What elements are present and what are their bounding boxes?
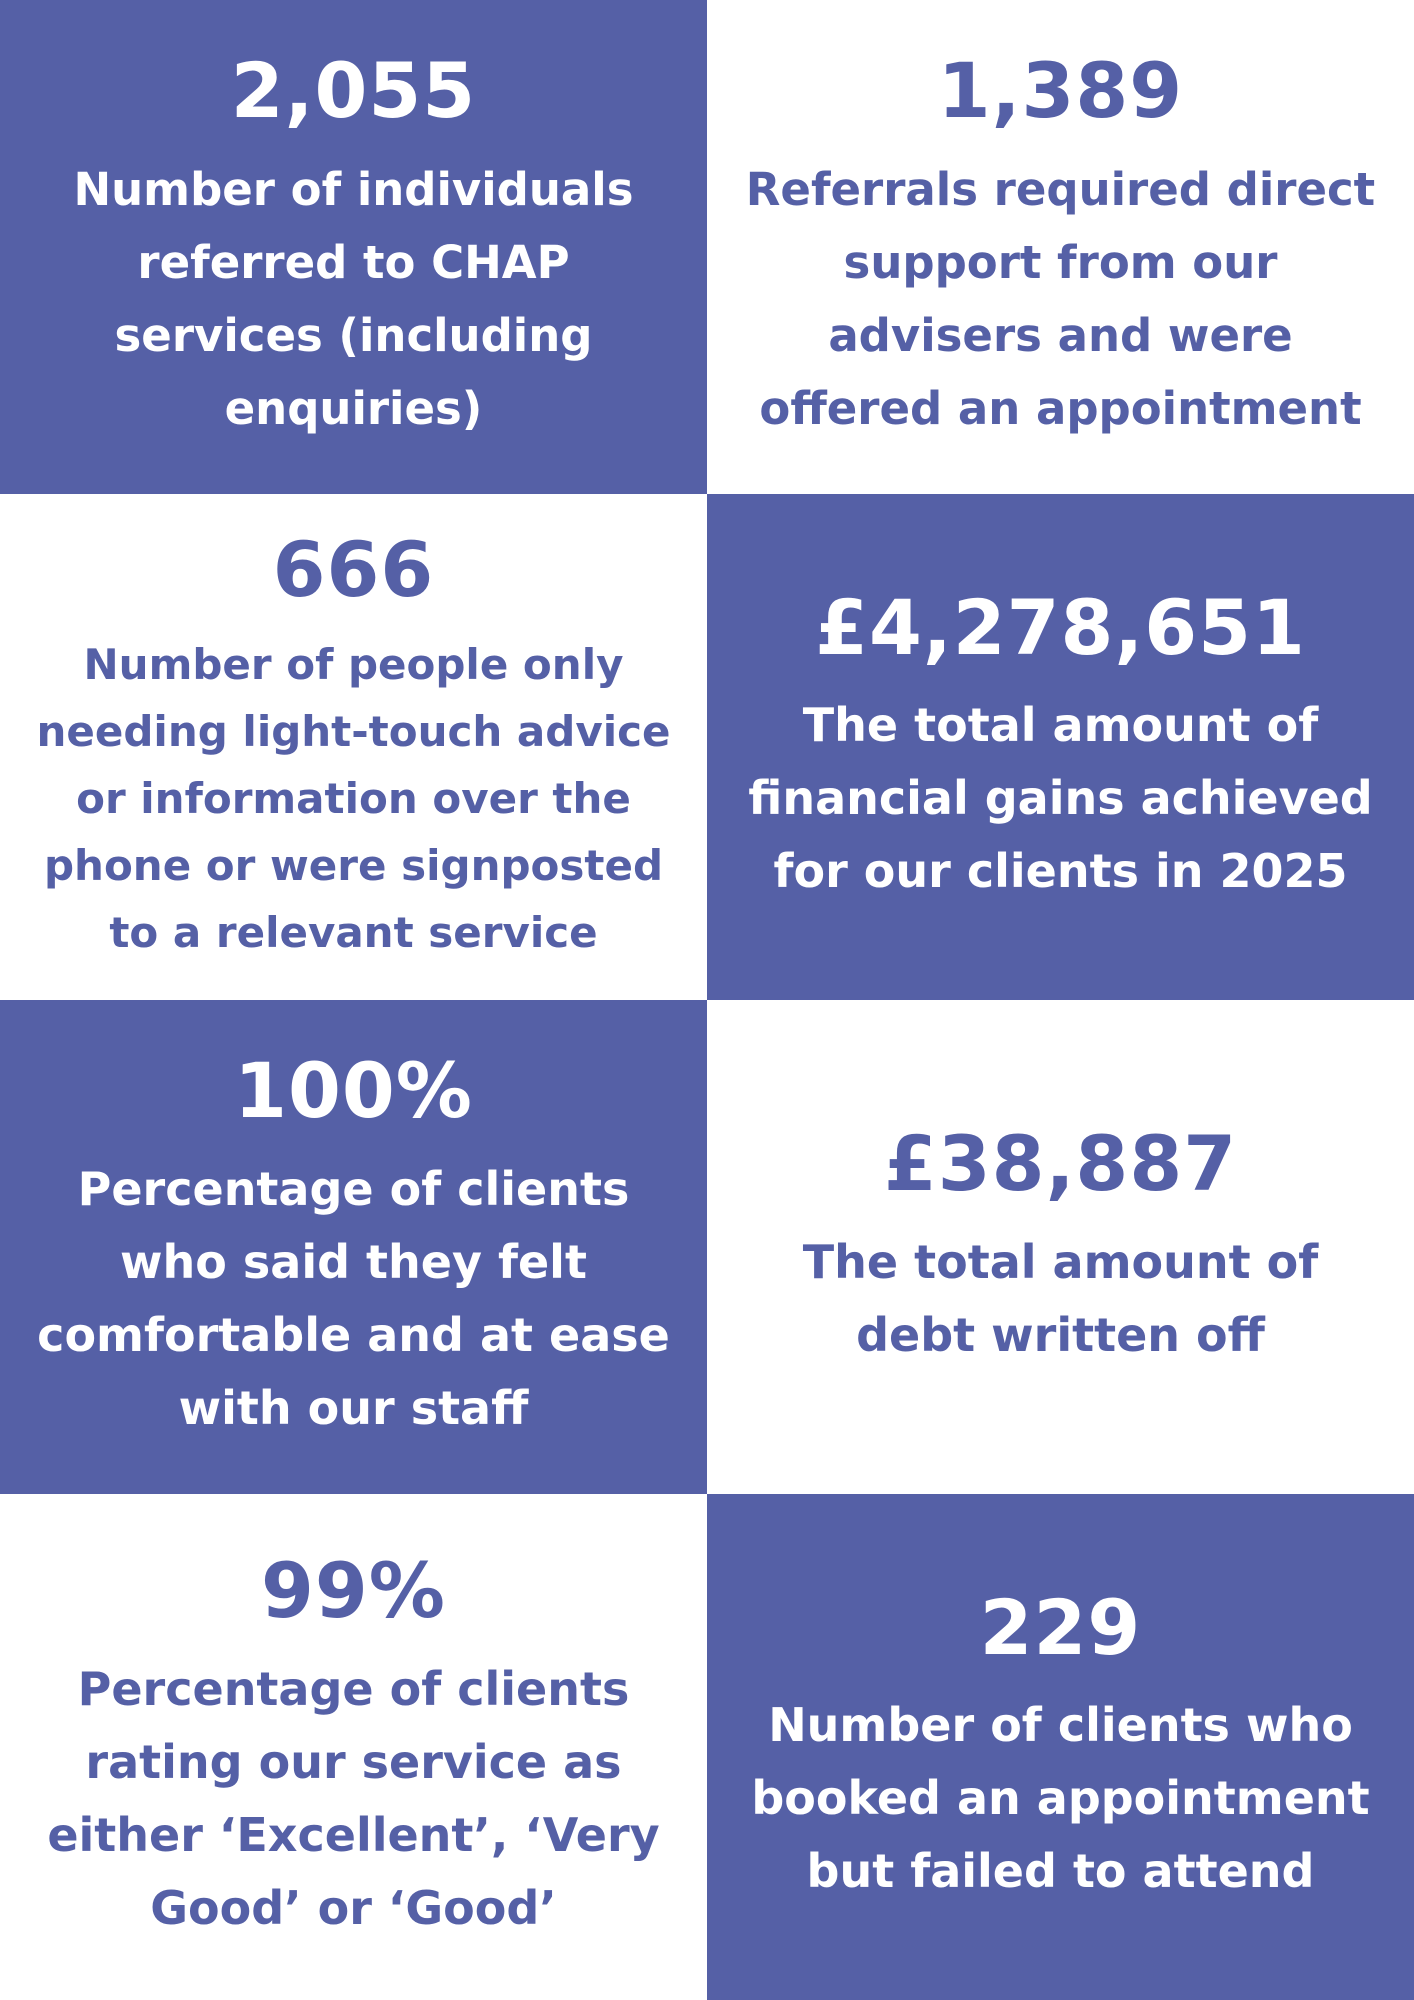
stat-value: 2,055	[230, 46, 477, 136]
stat-label: The total amount of financial gains achieved for our clients in 2025	[748, 698, 1373, 899]
stat-label: Percentage of clients who said they felt comfortable and at ease with our staff	[37, 1161, 670, 1435]
stat-value: 1,389	[937, 46, 1184, 136]
stat-value: 666	[272, 524, 435, 614]
stat-label: The total amount of debt written off	[802, 1234, 1319, 1362]
stat-tile-client-comfort	[0, 1000, 707, 1494]
stat-label: Number of clients who booked an appointment but failed to attend	[751, 1698, 1370, 1899]
stat-tile-individuals-referred	[0, 0, 707, 494]
stat-tile-light-touch-advice	[0, 494, 707, 1000]
stat-label: Referrals required direct support from our advisers and were offered an appointment	[745, 162, 1376, 435]
stat-tile-missed-appointments	[707, 1494, 1414, 2000]
stat-label: Percentage of clients rating our service as either ‘Excellent’, ‘Very Good’ or ‘Good’	[47, 1661, 660, 1935]
stat-label: Number of individuals referred to CHAP services (including enquiries)	[73, 162, 634, 435]
stat-value: 99%	[261, 1546, 446, 1636]
stat-value: £38,887	[883, 1119, 1238, 1209]
stat-tile-debt-written-off	[707, 1000, 1414, 1494]
stat-value: £4,278,651	[815, 582, 1306, 672]
stat-tile-service-rating	[0, 1494, 707, 2000]
stat-label: Number of people only needing light-touch advice or information over the phone or were signposted to a relevant service	[36, 640, 671, 958]
stat-value: 100%	[234, 1046, 473, 1136]
stat-tile-financial-gains	[707, 494, 1414, 1000]
stat-tile-referrals-direct-support	[707, 0, 1414, 494]
stat-value: 229	[979, 1582, 1142, 1672]
